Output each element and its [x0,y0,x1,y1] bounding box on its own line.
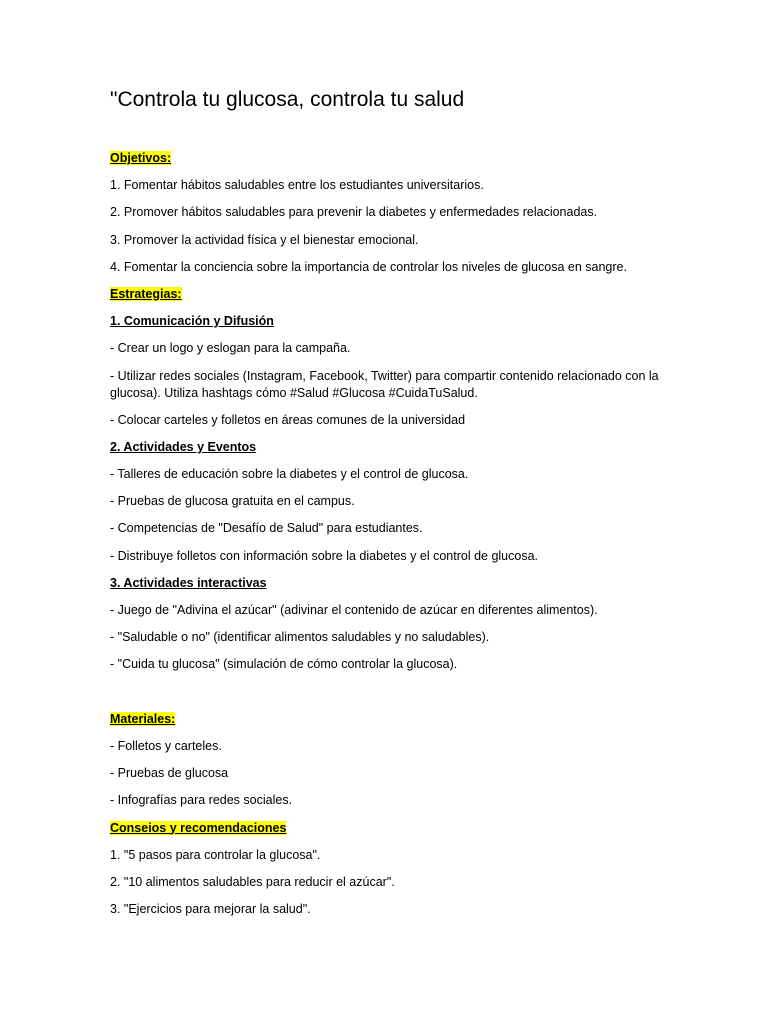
consejo-item: 1. "5 pasos para controlar la glucosa". [110,847,321,862]
material-item: - Pruebas de glucosa [110,766,229,781]
estrategia-item: - "Cuida tu glucosa" (simulación de cómo controlar la glucosa). [110,657,458,672]
materiales-heading: Materiales: [110,711,176,726]
estrategia-item: - Pruebas de glucosa gratuita en el campus. [110,494,355,509]
estrategias-section [110,286,670,303]
document-body [110,150,670,928]
subsection-heading-interactivas: 3. Actividades interactivas [110,575,267,590]
materiales-section [110,711,670,728]
consejo-item: 3. "Ejercicios para mejorar la salud". [110,902,311,917]
estrategia-item: - Talleres de educación sobre la diabetes y el control de glucosa. [110,467,469,482]
material-item: - Infografías para redes sociales. [110,793,293,808]
estrategia-item: - Distribuye folletos con información sobre la diabetes y el control de glucosa. [110,548,538,563]
estrategia-item: - Utilizar redes sociales (Instagram, Facebook, Twitter) para compartir contenido relacionado con la glucosa). Utiliza hashtags cómo #Salud #Glucosa #CuidaTuSalud. [110,368,659,400]
objetivo-item: 1. Fomentar hábitos saludables entre los estudiantes universitarios. [110,178,484,193]
subsection-heading-comunicacion: 1. Comunicación y Difusión [110,314,274,329]
estrategia-item: - Colocar carteles y folletos en áreas comunes de la universidad [110,412,466,427]
objetivo-item: 3. Promover la actividad física y el bienestar emocional. [110,232,419,247]
blank-line [110,684,670,711]
objetivos-heading: Objetivos: [110,151,172,165]
consejos-heading: Conseios y recomendaciones [110,820,287,835]
estrategia-item: - Juego de "Adivina el azúcar" (adivinar el contenido de azúcar en diferentes alimentos). [110,603,598,617]
material-item: - Folletos y carteles. [110,738,222,753]
consejo-item: 2. "10 alimentos saludables para reducir el azúcar". [110,874,395,889]
subsection-heading-actividades: 2. Actividades y Eventos [110,439,257,454]
objetivo-item: 4. Fomentar la conciencia sobre la importancia de controlar los niveles de glucosa en sangre. [110,259,627,274]
estrategia-item: - Crear un logo y eslogan para la campaña. [110,341,351,356]
estrategias-heading: Estrategias: [110,286,182,301]
estrategia-item: - Competencias de "Desafío de Salud" para estudiantes. [110,521,423,536]
objetivos-section [110,150,670,167]
estrategia-item: - "Saludable o no" (identificar alimentos saludables y no saludables). [110,630,490,645]
consejos-section [110,820,670,837]
objetivo-item: 2. Promover hábitos saludables para prevenir la diabetes y enfermedades relacionadas. [110,205,598,220]
document-title: "Controla tu glucosa, controla tu salud [110,88,465,111]
